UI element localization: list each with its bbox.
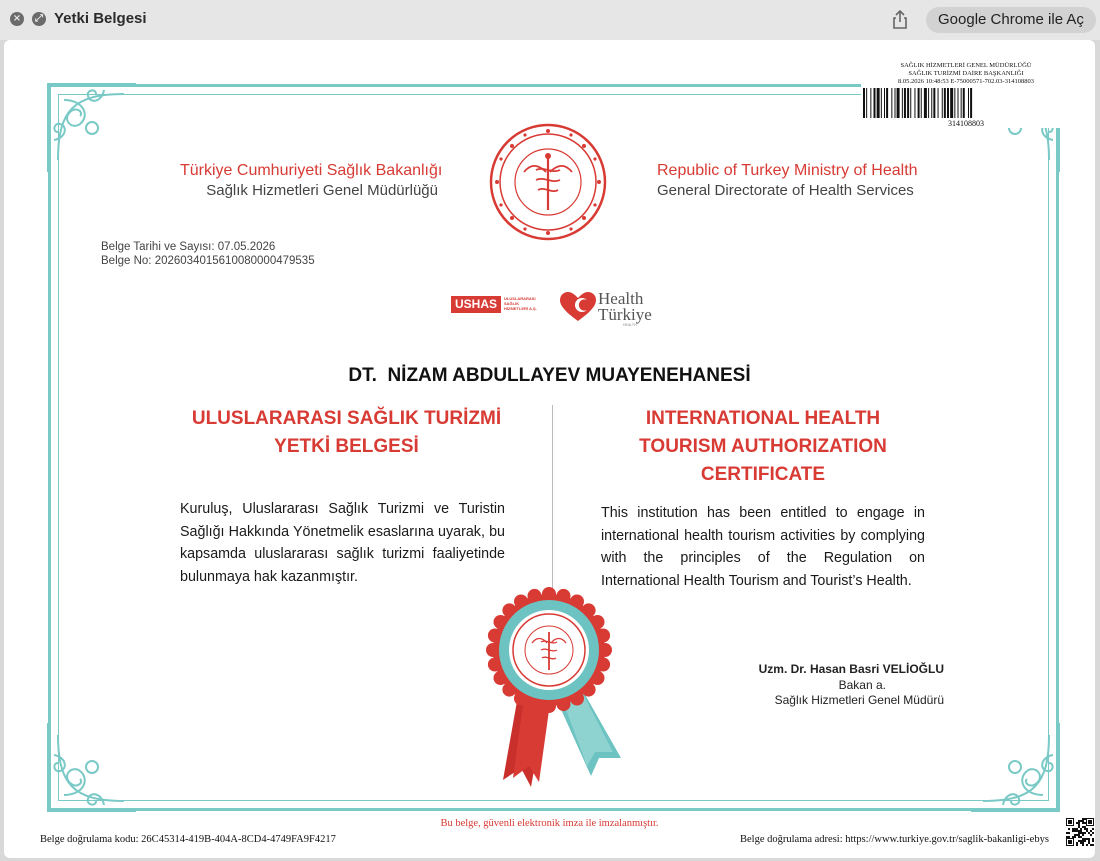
document-meta: [101, 240, 315, 268]
qr-code-icon: [1066, 818, 1094, 846]
ushas-logo-subtitle: ULUSLARARASI SAĞLIK HİZMETLERİ A.Ş.: [504, 296, 537, 311]
fullscreen-icon[interactable]: ⤢: [32, 12, 46, 26]
share-icon[interactable]: [890, 9, 910, 31]
window-title: Yetki Belgesi: [54, 10, 147, 27]
health-turkiye-logo-line-1: Health: [598, 289, 644, 308]
institution-name: DT. NİZAM ABDULLAYEV MUAYENEHANESİ: [348, 365, 751, 386]
signatory-capacity: Bakan a.: [838, 677, 886, 692]
open-with-chrome-button[interactable]: Google Chrome ile Aç: [926, 7, 1096, 33]
barcode-line-2: SAĞLIK TURİZMİ DAİRE BAŞKANLIĞI: [908, 70, 1024, 77]
en-directorate-name: General Directorate of Health Services: [657, 182, 914, 199]
certificate-title-en-line-1: INTERNATIONAL HEALTH: [645, 408, 881, 429]
barcode-line-3: 8.05.2026 10:48:53 E-75000571-702.03-314108803: [898, 78, 1034, 85]
column-divider: [552, 405, 553, 595]
document-date-number: Belge Tarihi ve Sayısı: 07.05.2026: [101, 241, 276, 253]
ministry-seal-icon: [488, 122, 608, 242]
signatory-title: Sağlık Hizmetleri Genel Müdürü: [774, 693, 944, 707]
corner-ornament-icon: [967, 719, 1063, 815]
corner-ornament-icon: [44, 719, 140, 815]
health-turkiye-heart-icon: [558, 291, 598, 323]
partner-logos: [448, 265, 660, 329]
ushas-logo: USHAS: [451, 296, 501, 313]
barcode-line-1: SAĞLIK HİZMETLERİ GENEL MÜDÜRLÜĞÜ: [900, 62, 1032, 69]
certificate-title-en: [604, 405, 922, 489]
certificate-title-en-line-3: CERTIFICATE: [700, 464, 826, 485]
certificate-title-tr: [174, 405, 519, 461]
barcode-icon: [862, 88, 1070, 118]
certificate-page: [4, 40, 1095, 858]
document-number: Belge No: 20260340156100800004795​35: [101, 255, 315, 267]
close-icon[interactable]: ×: [10, 12, 24, 26]
health-turkiye-logo-line-2: Türkiye: [598, 305, 652, 324]
certificate-body-tr: Kuruluş, Uluslararası Sağlık Turizmi ve Turistin Sağlığı Hakkında Yönetmelik esaslarına uyarak, bu kapsamda uluslararası sağlık turizmi faaliyetinde bulunmaya hak kazanmıştır.: [180, 501, 505, 585]
barcode-number: 314108803: [948, 119, 984, 128]
en-ministry-name: Republic of Turkey Ministry of Health: [657, 162, 918, 179]
signatory-name: Uzm. Dr. Hasan Basri VELİOĞLU: [758, 662, 944, 676]
window-titlebar: [0, 0, 1100, 40]
certificate-body-en: This institution has been entitled to engage in international health tourism activities by complying with the principles of the Regulation on International Health Tourism and Tourist’s Health.: [601, 505, 925, 589]
health-turkiye-logo-line-3: HEALTH: [623, 323, 637, 327]
barcode-block: [861, 62, 1071, 128]
certificate-title-en-line-2: TOURISM AUTHORIZATION: [639, 436, 887, 457]
corner-ornament-icon: [44, 80, 140, 176]
tr-ministry-name: Türkiye Cumhuriyeti Sağlık Bakanlığı: [180, 162, 443, 179]
award-rosette-icon: [469, 580, 634, 790]
signature-block: [704, 662, 944, 709]
verification-code: Belge doğrulama kodu: 26C45314-419B-404A-8CD4-4749FA9F4217: [40, 834, 336, 845]
tr-directorate-name: Sağlık Hizmetleri Genel Müdürlüğü: [206, 182, 438, 199]
certificate-title-tr-line-1: ULUSLARARASI SAĞLIK TURİZMİ: [191, 408, 502, 429]
esignature-notice: Bu belge, güvenli elektronik imza ile imzalanmıştır.: [440, 818, 659, 829]
certificate-title-tr-line-2: YETKİ BELGESİ: [274, 436, 419, 457]
verification-address: Belge doğrulama adresi: https://www.turkiye.gov.tr/saglik-bakanligi-ebys: [740, 834, 1049, 845]
